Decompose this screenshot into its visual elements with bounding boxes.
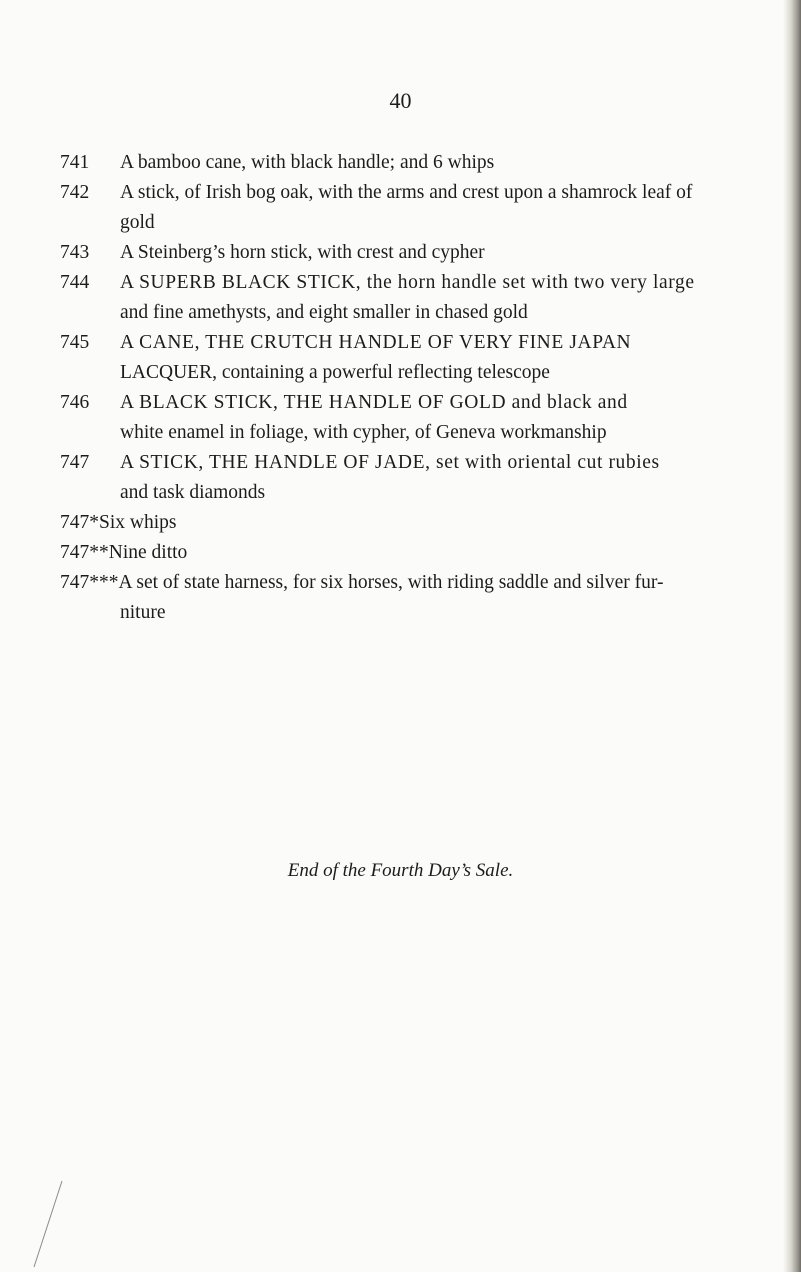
lot-item [60, 538, 785, 568]
lot-item [60, 148, 785, 178]
lot-item [60, 328, 785, 388]
lot-description: A Steinberg’s horn stick, with crest and cypher [120, 242, 485, 263]
lot-item [60, 508, 785, 538]
lot-description-continued: and fine amethysts, and eight smaller in chased gold [120, 302, 528, 323]
lot-number: 747*** [60, 572, 119, 593]
lot-number: 741 [60, 152, 90, 173]
lot-number: 747** [60, 542, 109, 563]
lot-description-continued: LACQUER, containing a powerful reflecting telescope [120, 362, 550, 383]
lot-item [60, 238, 785, 268]
lot-description-continued: and task diamonds [120, 482, 266, 503]
lot-item [60, 268, 785, 328]
lot-description-continued: niture [120, 602, 166, 623]
book-spine-shadow [783, 0, 801, 1272]
lot-description: Six whips [99, 512, 177, 533]
lot-number: 742 [60, 182, 90, 203]
lot-description: A BLACK STICK, THE HANDLE OF GOLD and black and [120, 392, 628, 413]
lot-description: A bamboo cane, with black handle; and 6 whips [120, 152, 495, 173]
lot-description: A set of state harness, for six horses, with riding saddle and silver fur- [118, 572, 664, 593]
lot-description: A stick, of Irish bog oak, with the arms and crest upon a shamrock leaf of [120, 182, 693, 203]
lot-item [60, 388, 785, 448]
lot-description-continued: gold [120, 212, 155, 233]
lot-item [60, 448, 785, 508]
lot-description: A SUPERB BLACK STICK, the horn handle set with two very large [120, 272, 695, 293]
lot-description: A CANE, THE CRUTCH HANDLE OF VERY FINE JAPAN [120, 332, 632, 353]
page-number: 40 [389, 88, 412, 113]
lot-number: 744 [60, 272, 90, 293]
lot-item [60, 568, 785, 628]
lot-number: 747* [60, 512, 99, 533]
lot-number: 745 [60, 332, 90, 353]
lot-item [60, 178, 785, 238]
lot-description: A STICK, THE HANDLE OF JADE, set with oriental cut rubies [120, 452, 660, 473]
pencil-mark [28, 1175, 68, 1275]
lot-list [60, 148, 785, 628]
lot-number: 747 [60, 452, 90, 473]
lot-number: 746 [60, 392, 90, 413]
lot-description-continued: white enamel in foliage, with cypher, of Geneva workmanship [120, 422, 607, 443]
lot-number: 743 [60, 242, 90, 263]
end-of-sale-note: End of the Fourth Day’s Sale. [287, 860, 514, 881]
lot-description: Nine ditto [108, 542, 188, 563]
